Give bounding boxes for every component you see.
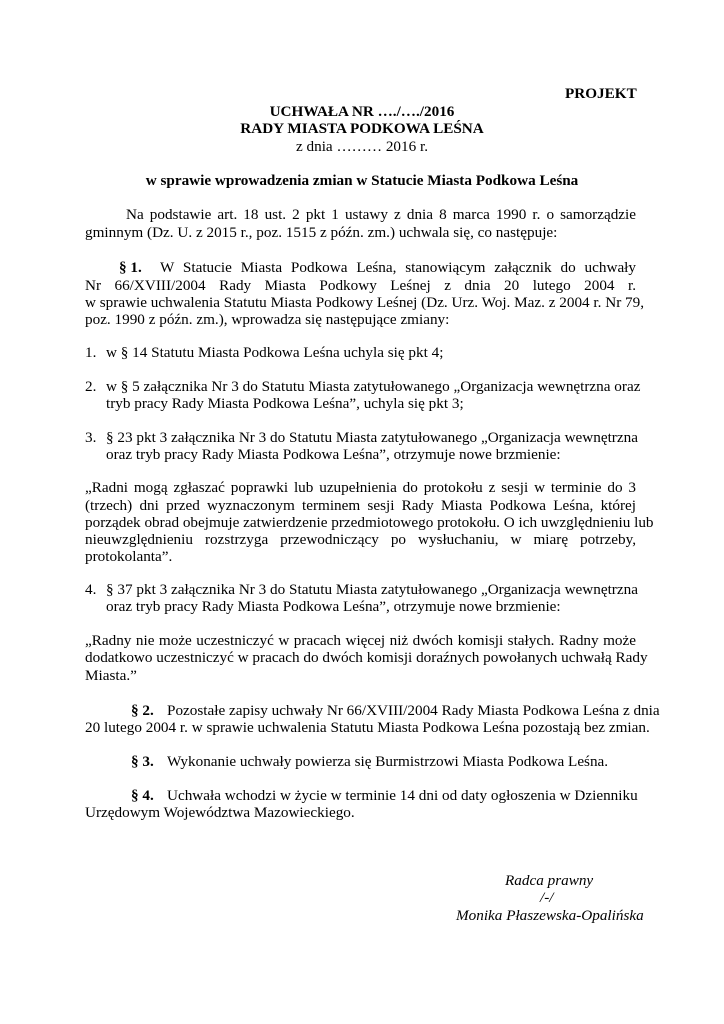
quote-1-line-3: porządek obrad obejmuje zatwierdzenie przedmiotowego protokołu. O ich uwzględnieniu lub (85, 514, 654, 531)
resolution-title: UCHWAŁA NR …./…./2016 (269, 103, 455, 120)
list-item-text-cont: oraz tryb pracy Rady Miasta Podkowa Leśna”, otrzymuje nowe brzmienie: (106, 598, 561, 615)
preamble-line-1: Na podstawie art. 18 ust. 2 pkt 1 ustawy z dnia 8 marca 1990 r. o samorządzie (126, 206, 636, 223)
signature-mark: /-/ (540, 889, 554, 906)
section-4-mark: § 4. (131, 787, 154, 804)
list-item-text-cont: tryb pracy Rady Miasta Podkowa Leśna”, uchyla się pkt 3; (106, 395, 464, 412)
quote-1-line-4: nieuwzględnieniu rozstrzyga przewodniczący po wysłuchaniu, w miarę potrzeby, (85, 531, 636, 548)
section-1-line-4: poz. 1990 z późn. zm.), wprowadza się następujące zmiany: (85, 311, 450, 328)
quote-2-line-1: „Radny nie może uczestniczyć w pracach więcej niż dwóch komisji stałych. Radny może (85, 632, 636, 649)
section-2-line-2: 20 lutego 2004 r. w sprawie uchwalenia Statutu Miasta Podkowa Leśna pozostają bez zmian. (85, 719, 650, 736)
list-item-number: 1. (85, 344, 97, 361)
section-2-line-1: Pozostałe zapisy uchwały Nr 66/XVIII/2004 Rady Miasta Podkowa Leśna z dnia (167, 702, 660, 719)
quote-1-line-5: protokolanta”. (85, 548, 173, 565)
section-3-mark: § 3. (131, 753, 154, 770)
signature-name: Monika Płaszewska-Opalińska (456, 907, 644, 924)
section-4-line-2: Urzędowym Województwa Mazowieckiego. (85, 804, 355, 821)
list-item-number: 3. (85, 429, 97, 446)
quote-2-line-3: Miasta.” (85, 667, 137, 684)
section-1-line-3: w sprawie uchwalenia Statutu Miasta Podkowy Leśnej (Dz. Urz. Woj. Maz. z 2004 r. Nr 79, (85, 294, 645, 311)
quote-2-line-2: dodatkowo uczestniczyć w pracach do dwóch komisji doraźnych powołanych uchwałą Rady (85, 649, 648, 666)
resolution-subject: w sprawie wprowadzenia zmian w Statucie Miasta Podkowa Leśna (145, 172, 579, 189)
quote-1-line-2: (trzech) dni przed wyznaczonym terminem sesji Rady Miasta Podkowa Leśna, której (85, 497, 636, 514)
section-4-line-1: Uchwała wchodzi w życie w terminie 14 dni od daty ogłoszenia w Dzienniku (167, 787, 638, 804)
section-1-line-1: W Statucie Miasta Podkowa Leśna, stanowiącym załącznik do uchwały (160, 259, 636, 276)
list-item-text: w § 14 Statutu Miasta Podkowa Leśna uchyla się pkt 4; (106, 344, 444, 361)
section-2-mark: § 2. (131, 702, 154, 719)
signature-role: Radca prawny (505, 872, 594, 889)
list-item-text: § 37 pkt 3 załącznika Nr 3 do Statutu Miasta zatytułowanego „Organizacja wewnętrzna (106, 581, 638, 598)
list-item-text-cont: oraz tryb pracy Rady Miasta Podkowa Leśna”, otrzymuje nowe brzmienie: (106, 446, 561, 463)
list-item-number: 2. (85, 378, 97, 395)
resolution-date: z dnia ……… 2016 r. (295, 138, 429, 155)
council-name: RADY MIASTA PODKOWA LEŚNA (240, 120, 484, 137)
list-item-number: 4. (85, 581, 97, 598)
status-label: PROJEKT (565, 85, 637, 102)
quote-1-line-1: „Radni mogą zgłaszać poprawki lub uzupełnienia do protokołu z sesji w terminie do 3 (85, 479, 636, 496)
list-item-text: w § 5 załącznika Nr 3 do Statutu Miasta zatytułowanego „Organizacja wewnętrzna oraz (106, 378, 641, 395)
section-1-line-2: Nr 66/XVIII/2004 Rady Miasta Podkowy Leśnej z dnia 20 lutego 2004 r. (85, 277, 636, 294)
list-item-text: § 23 pkt 3 załącznika Nr 3 do Statutu Miasta zatytułowanego „Organizacja wewnętrzna (106, 429, 638, 446)
section-1-mark: § 1. (119, 259, 142, 276)
preamble-line-2: gminnym (Dz. U. z 2015 r., poz. 1515 z późn. zm.) uchwala się, co następuje: (85, 224, 558, 241)
section-3-line-1: Wykonanie uchwały powierza się Burmistrzowi Miasta Podkowa Leśna. (167, 753, 609, 770)
